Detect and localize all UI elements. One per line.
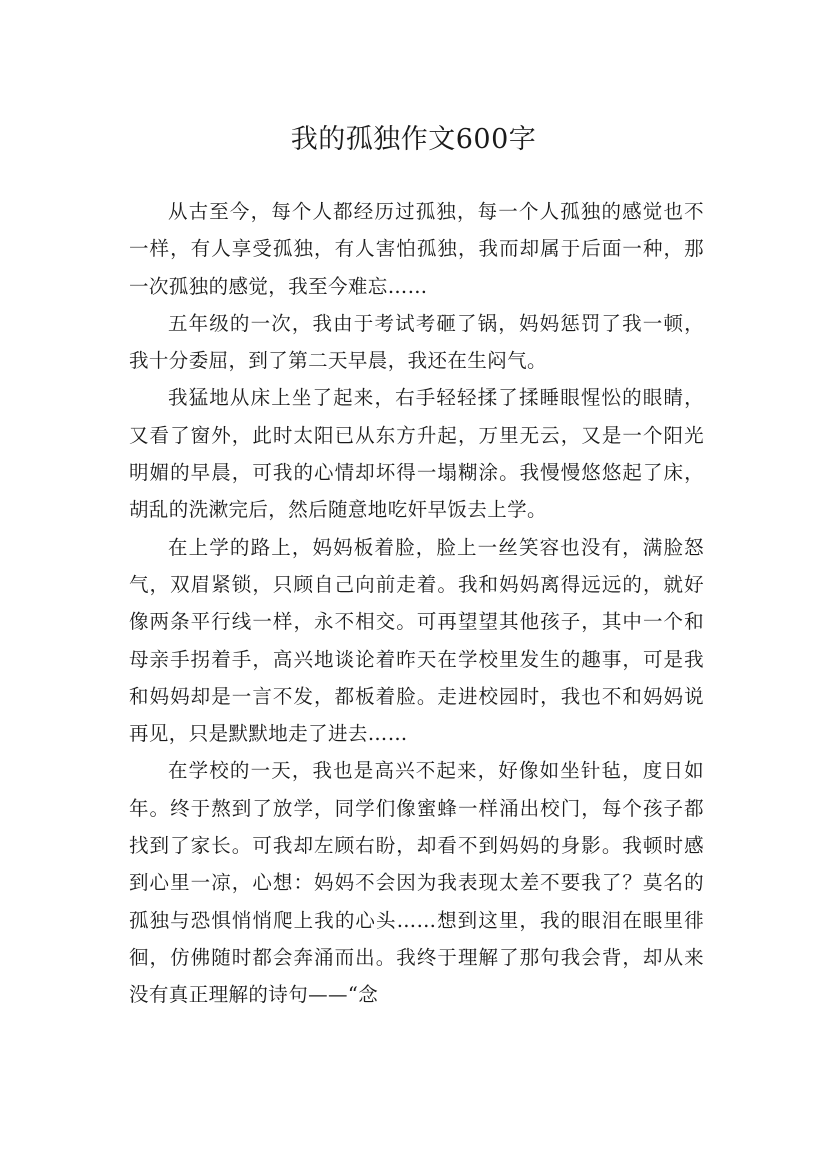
paragraph-3: 我猛地从床上坐了起来，右手轻轻揉了揉睡眼惺忪的眼睛，又看了窗外，此时太阳已从东方升起，万里无云，又是一个阳光明媚的早晨，可我的心情却坏得一塌糊涂。我慢慢悠悠起了床，胡乱的洗漱完后，然后随意地吃奸早饭去上学。 [129, 386, 704, 522]
paragraph-5: 在学校的一天，我也是高兴不起来，好像如坐针毡，度日如年。终于熬到了放学，同学们像蜜蜂一样涌出校门，每个孩子都找到了家长。可我却左顾右盼，却看不到妈妈的身影。我顿时感到心里一凉，心想：妈妈不会因为我表现太差不要我了？莫名的孤独与恐惧悄悄爬上我的心头……想到这里，我的眼泪在眼里徘徊，仿佛随时都会奔涌而出。我终于理解了那句我会背，却从来没有真正理解的诗句——“念 [129, 759, 704, 1007]
essay-body [129, 193, 704, 1014]
paragraph-2: 五年级的一次，我由于考试考砸了锅，妈妈惩罚了我一顿，我十分委屈，到了第二天早晨，我还在生闷气。 [129, 311, 704, 373]
document-title: 我的孤独作文600字 [290, 124, 537, 156]
paragraph-1: 从古至今，每个人都经历过孤独，每一个人孤独的感觉也不一样，有人享受孤独，有人害怕孤独，我而却属于后面一种，那一次孤独的感觉，我至今难忘…… [129, 200, 704, 298]
paragraph-4: 在上学的路上，妈妈板着脸，脸上一丝笑容也没有，满脸怒气，双眉紧锁，只顾自己向前走着。我和妈妈离得远远的，就好像两条平行线一样，永不相交。可再望望其他孩子，其中一个和母亲手拐着手，高兴地谈论着昨天在学校里发生的趣事，可是我和妈妈却是一言不发，都板着脸。走进校园时，我也不和妈妈说再见，只是默默地走了进去…… [129, 535, 704, 746]
